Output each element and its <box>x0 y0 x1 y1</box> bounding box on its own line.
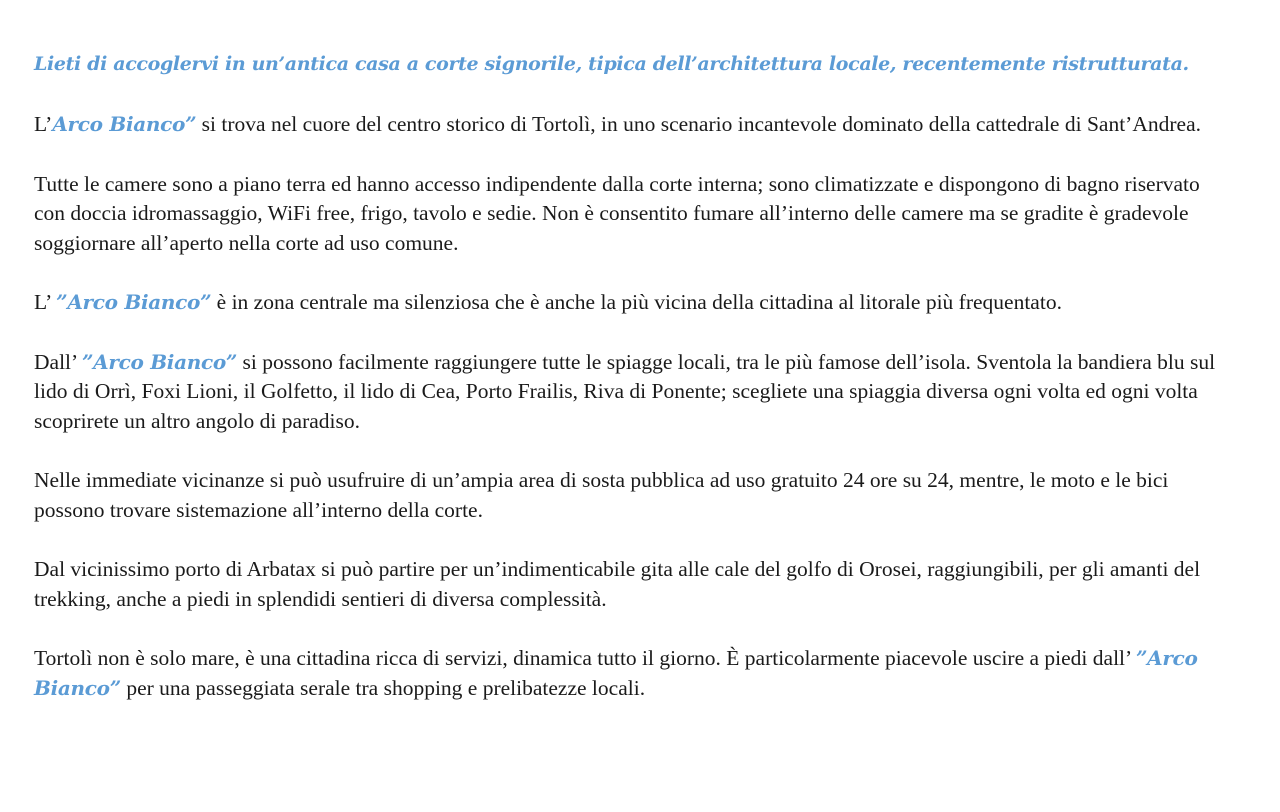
paragraph-text: si trova nel cuore del centro storico di Tortolì, in uno scenario incantevole dominato della cattedrale di Sant’Andrea. <box>196 112 1201 136</box>
paragraph-rooms: Tutte le camere sono a piano terra ed hanno accesso indipendente dalla corte interna; sono climatizzate e dispongono di bagno riservato con doccia idromassaggio, WiFi free, frigo, tavolo e sedie. Non è consentito fumare all’interno delle camere ma se gradite è gradevole soggiornare all’aperto nella corte ad uso comune. <box>34 171 1200 255</box>
paragraph-text: per una passeggiata serale tra shopping e prelibatezze locali. <box>120 675 646 700</box>
headline: Lieti di accoglervi in un’antica casa a corte signorile, tipica dell’architettura locale, recentemente ristrutturata. <box>34 53 1189 75</box>
paragraph-beaches <box>34 348 1234 437</box>
paragraph-lead: L’ <box>34 112 53 136</box>
paragraph-lead: Dall’ <box>34 349 82 374</box>
brand-name: Arco Bianco” <box>52 112 197 136</box>
paragraph-text: è in zona centrale ma silenziosa che è anche la più vicina della cittadina al litorale più frequentato. <box>211 290 1062 314</box>
paragraph-text: si possono facilmente raggiungere tutte le spiagge locali, tra le più famose dell’isola. Sventola la bandiera blu sul lido di Orrì, Foxi Lioni, il Golfetto, il lido di Cea, Porto Frailis, Riva di Ponente; scegliete una spiaggia diversa ogni volta ed ogni volta scoprirete un altro angolo di paradiso. <box>34 349 1216 433</box>
paragraph-location <box>34 110 1234 140</box>
paragraph-lead: Tortolì non è solo mare, è una cittadina ricca di servizi, dinamica tutto il giorno. È particolarmente piacevole uscire a piedi dall’ <box>34 646 1136 670</box>
brand-name: ”Arco Bianco” <box>81 349 238 374</box>
paragraph-excursions: Dal vicinissimo porto di Arbatax si può partire per un’indimenticabile gita alle cale del golfo di Orosei, raggiungibili, per gli amanti del trekking, anche a piedi in splendidi sentieri di diversa complessità. <box>34 557 1201 611</box>
paragraph-zone <box>34 288 1234 318</box>
brand-name: ”Arco Bianco” <box>34 646 1198 700</box>
paragraph-parking: Nelle immediate vicinanze si può usufruire di un’ampia area di sosta pubblica ad uso gratuito 24 ore su 24, mentre, le moto e le bici possono trovare sistemazione all’interno della corte. <box>34 468 1169 522</box>
document-page <box>34 44 1234 733</box>
brand-name: ”Arco Bianco” <box>56 290 212 314</box>
paragraph-lead: L’ <box>34 290 57 314</box>
paragraph-town <box>34 644 1234 703</box>
